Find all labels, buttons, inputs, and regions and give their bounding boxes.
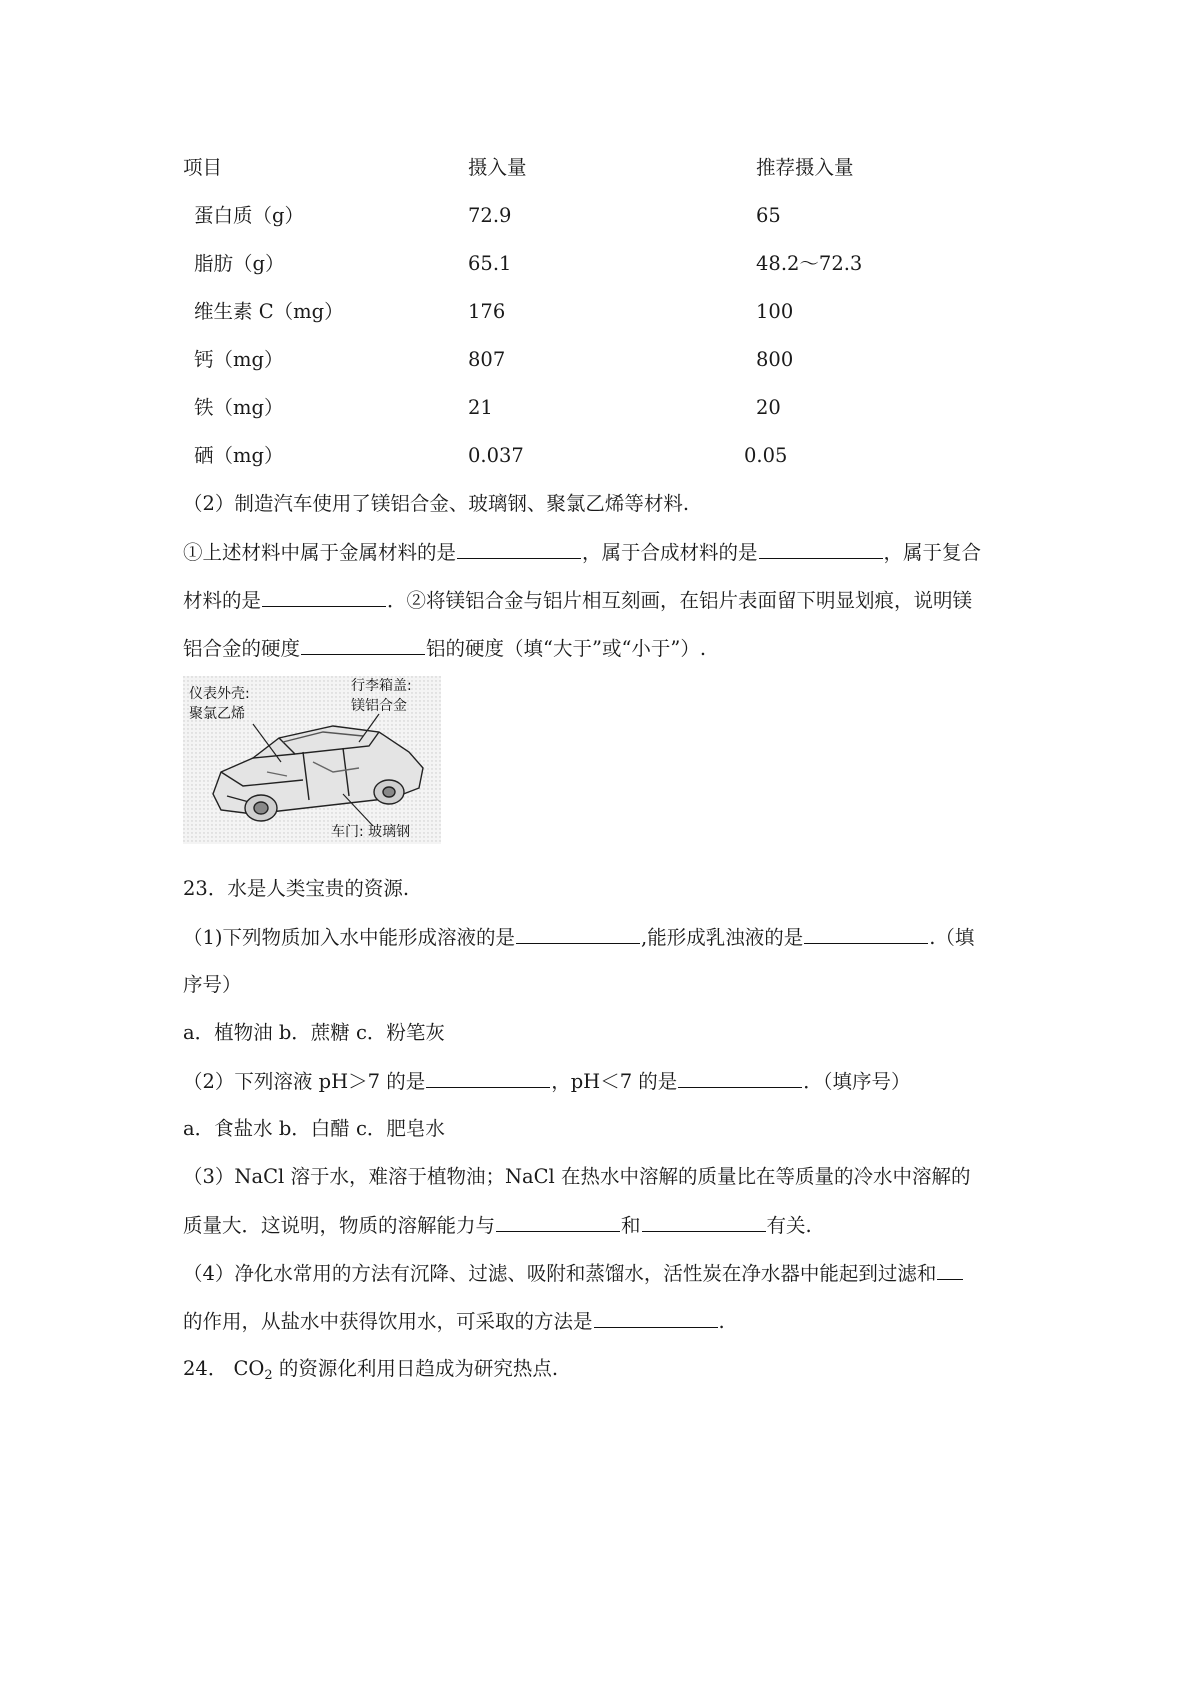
table-cell: 65	[756, 204, 781, 227]
label-dashboard-line2: 聚氯乙烯	[189, 706, 245, 722]
answer-blank[interactable]	[678, 1069, 802, 1088]
q23-part1-options: a．植物油 b．蔗糖 c．粉笔灰	[183, 1021, 445, 1044]
table-cell: 0.037	[468, 444, 524, 467]
q23-part1-cont: 序号）	[183, 973, 242, 996]
table-cell: 100	[756, 300, 794, 323]
q22-text: ．②将镁铝合金与铝片相互刻画，在铝片表面留下明显划痕，说明镁	[387, 589, 973, 612]
q22-text: ，属于复合	[883, 541, 982, 564]
table-cell: 807	[468, 348, 506, 371]
q23-part4-cont	[183, 1309, 725, 1334]
table-cell: 脂肪（g）	[194, 252, 285, 275]
q23-text: .	[718, 1310, 725, 1333]
q23-text: （2）下列溶液 pH＞7 的是	[183, 1070, 426, 1093]
q22-text: 材料的是	[183, 589, 262, 612]
q23-part1	[183, 925, 974, 950]
table-cell: 维生素 C（mg）	[194, 300, 344, 323]
q24-text: 24． CO	[183, 1357, 265, 1380]
table-header-item: 项目	[183, 156, 223, 179]
q23-text: （1)下列物质加入水中能形成溶液的是	[183, 926, 516, 949]
answer-blank[interactable]	[301, 636, 425, 655]
q22-line3	[183, 636, 706, 661]
q23-text: 质量大．这说明，物质的溶解能力与	[183, 1214, 496, 1237]
answer-blank[interactable]	[804, 925, 928, 944]
q23-title: 23．水是人类宝贵的资源.	[183, 877, 410, 900]
q23-part2-options: a．食盐水 b．白醋 c．肥皂水	[183, 1117, 445, 1140]
answer-blank[interactable]	[642, 1213, 766, 1232]
table-cell: 蛋白质（g）	[194, 204, 304, 227]
answer-blank[interactable]	[496, 1213, 620, 1232]
table-cell: 20	[756, 396, 781, 419]
q23-text: ．（填序号）	[803, 1070, 911, 1093]
answer-blank[interactable]	[516, 925, 640, 944]
table-cell: 钙（mg）	[194, 348, 284, 371]
table-cell: 65.1	[468, 252, 512, 275]
table-cell: 铁（mg）	[194, 396, 284, 419]
label-dashboard-line1: 仪表外壳:	[189, 686, 250, 702]
label-trunk-line1: 行李箱盖:	[351, 678, 412, 694]
table-cell: 176	[468, 300, 506, 323]
q24-text: 的资源化利用日趋成为研究热点.	[272, 1357, 559, 1380]
q23-text: ，pH＜7 的是	[551, 1070, 678, 1093]
q23-text: .（填	[929, 926, 975, 949]
car-materials-figure	[183, 676, 441, 844]
car-illustration	[183, 676, 441, 844]
answer-blank[interactable]	[937, 1261, 963, 1280]
table-cell: 800	[756, 348, 794, 371]
label-trunk-line2: 镁铝合金	[351, 698, 407, 714]
q22-line2	[183, 588, 972, 613]
co2-subscript: 2	[264, 1368, 273, 1383]
q22-text: ①上述材料中属于金属材料的是	[183, 541, 457, 564]
q23-text: 有关.	[766, 1214, 812, 1237]
table-cell: 21	[468, 396, 493, 419]
q22-part2: （2）制造汽车使用了镁铝合金、玻璃钢、聚氯乙烯等材料.	[183, 492, 690, 515]
q23-text: 的作用，从盐水中获得饮用水，可采取的方法是	[183, 1310, 593, 1333]
q23-part2	[183, 1069, 911, 1094]
answer-blank[interactable]	[262, 588, 386, 607]
q22-text: 铝合金的硬度	[183, 637, 301, 660]
answer-blank[interactable]	[759, 540, 883, 559]
table-header-recommended: 推荐摄入量	[756, 156, 854, 179]
q23-text: （4）净化水常用的方法有沉降、过滤、吸附和蒸馏水，活性炭在净水器中能起到过滤和	[183, 1262, 937, 1285]
table-cell: 72.9	[468, 204, 512, 227]
answer-blank[interactable]	[426, 1069, 550, 1088]
table-cell: 硒（mg）	[194, 444, 284, 467]
table-cell: 0.05	[744, 444, 788, 467]
q23-part3: （3）NaCl 溶于水，难溶于植物油；NaCl 在热水中溶解的质量比在等质量的冷水中溶解的	[183, 1165, 971, 1188]
table-header-intake: 摄入量	[468, 156, 527, 179]
q23-text: 和	[621, 1214, 641, 1237]
table-cell: 48.2～72.3	[756, 252, 863, 275]
answer-blank[interactable]	[457, 540, 581, 559]
label-door: 车门: 玻璃钢	[331, 824, 411, 840]
q23-text: ,能形成乳浊液的是	[641, 926, 804, 949]
q22-line1	[183, 540, 981, 565]
q22-text: 铝的硬度（填“大于”或“小于”）.	[426, 637, 707, 660]
answer-blank[interactable]	[594, 1309, 718, 1328]
q24-title	[183, 1357, 558, 1388]
q22-text: ，属于合成材料的是	[582, 541, 758, 564]
q23-part4	[183, 1261, 964, 1286]
q23-part3-cont	[183, 1213, 812, 1238]
